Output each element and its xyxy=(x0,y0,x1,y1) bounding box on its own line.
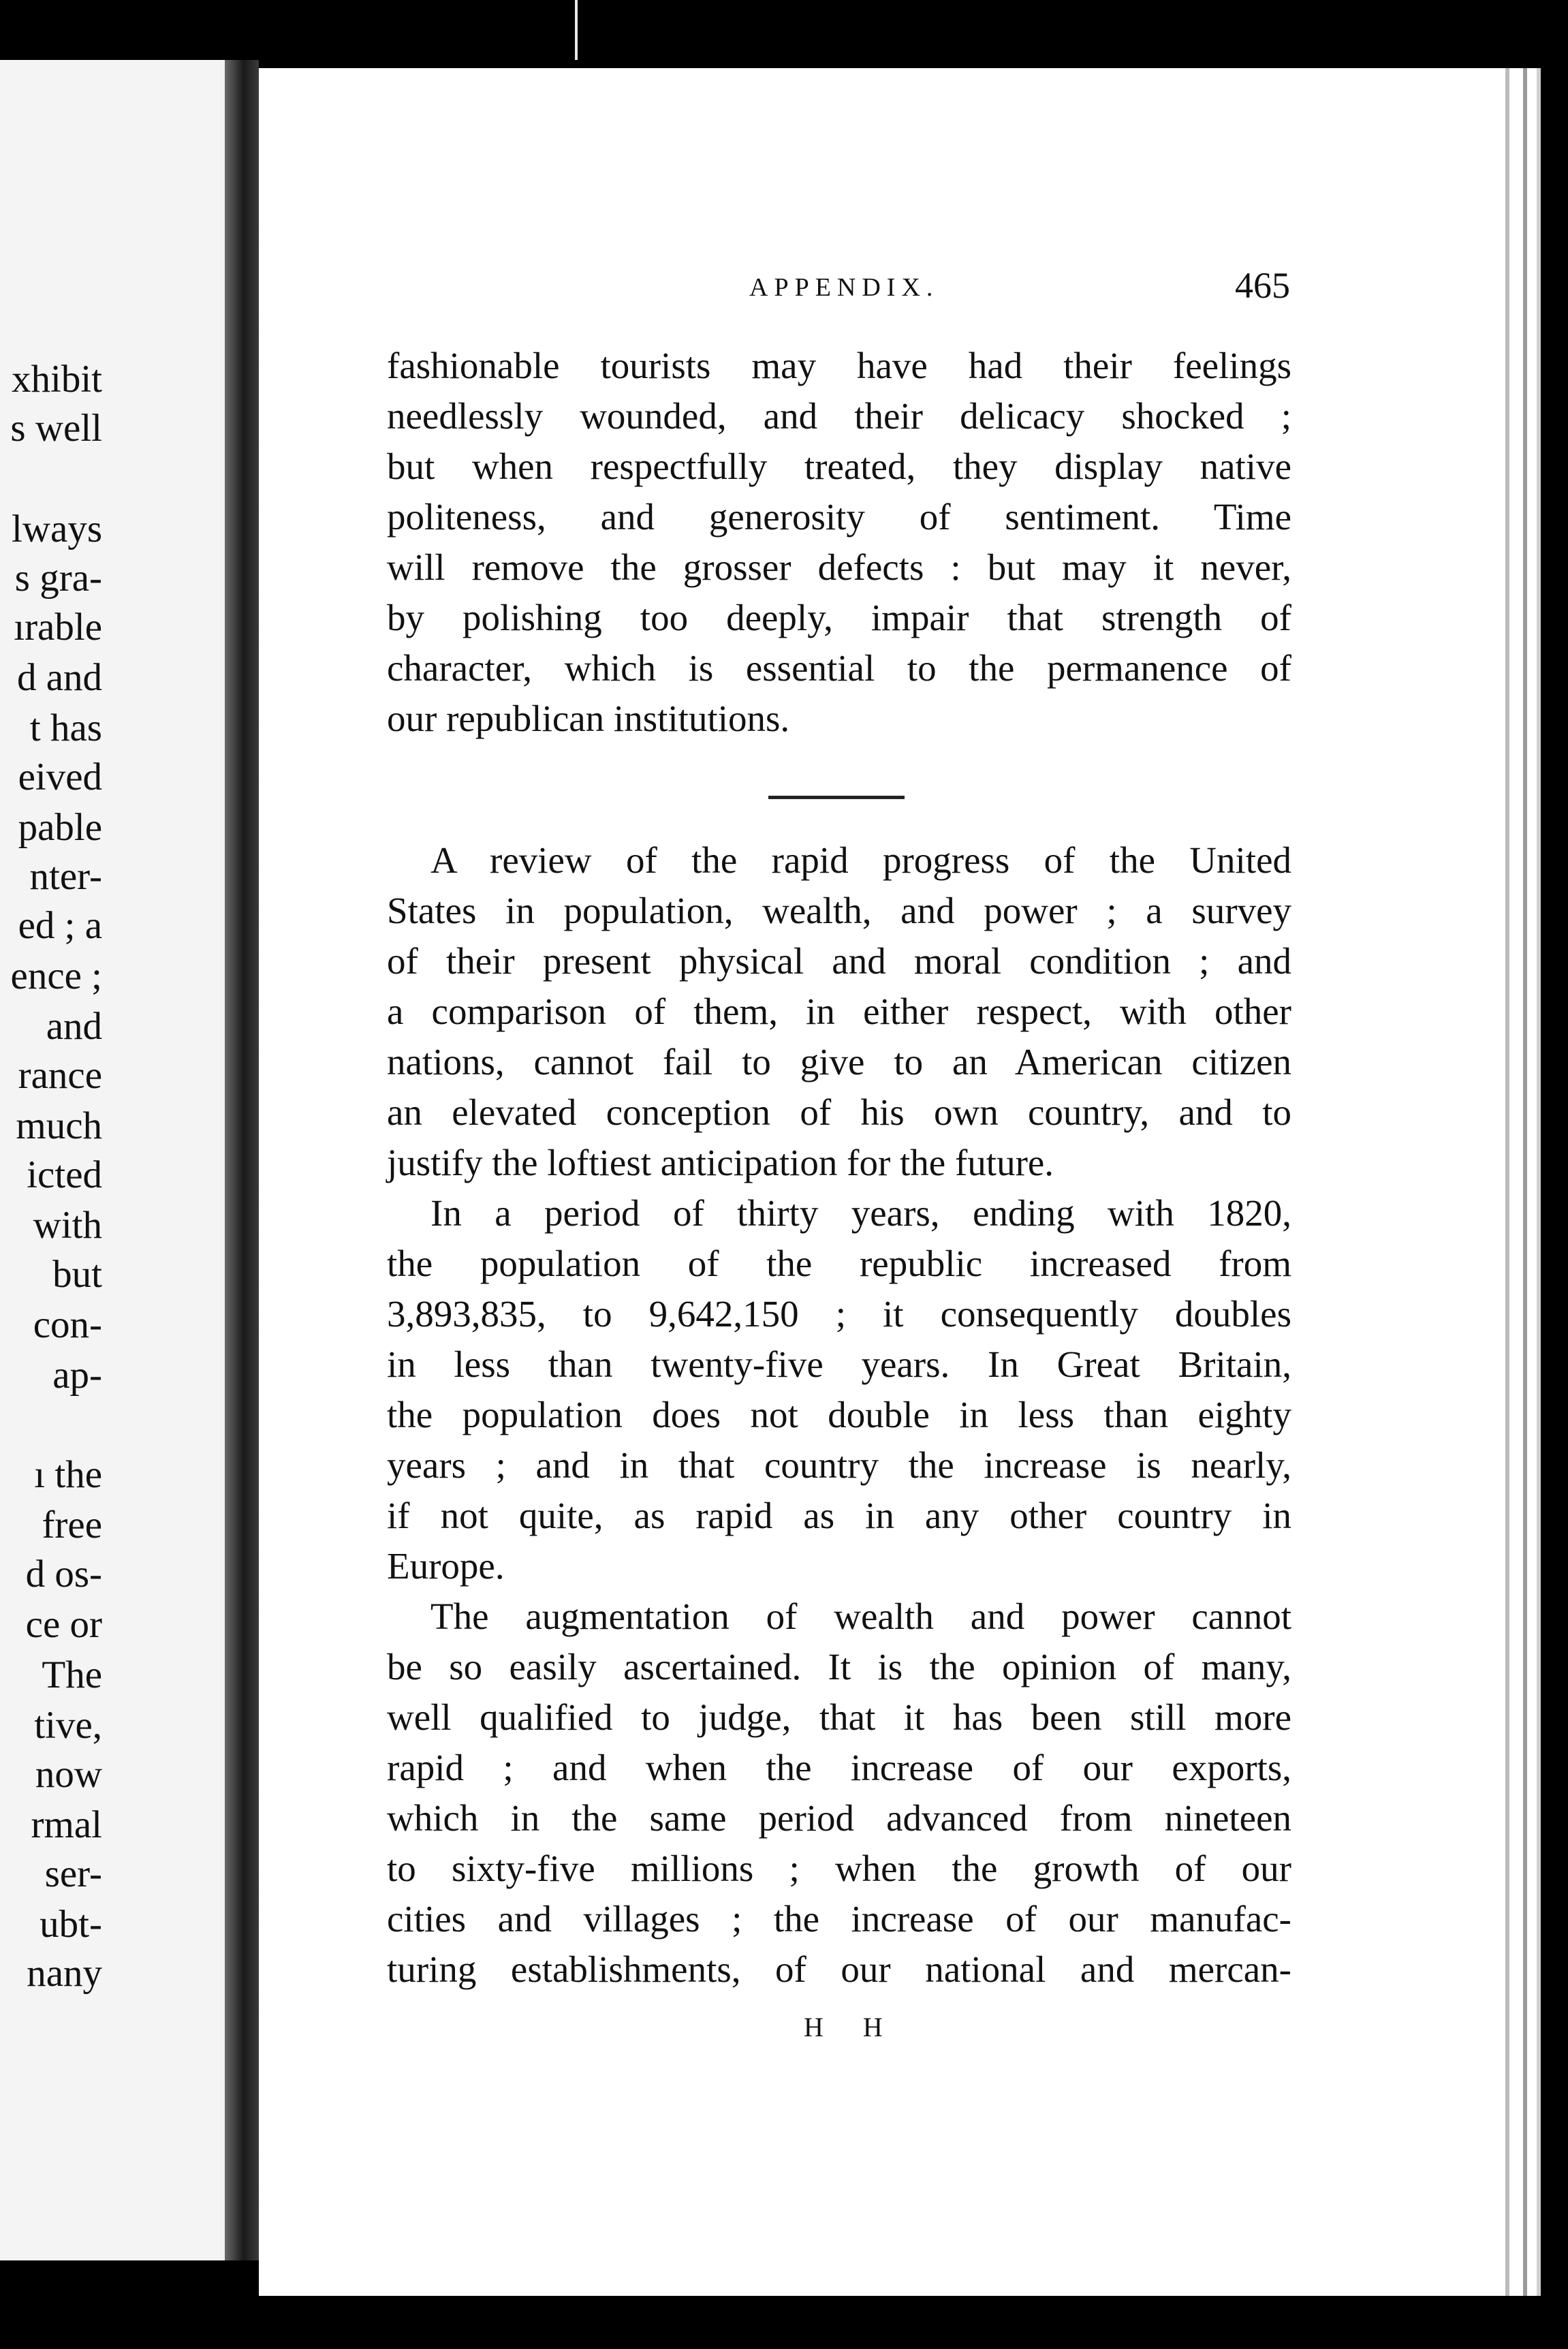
left-page-line: xhibit xyxy=(11,358,102,401)
left-page-line: tive, xyxy=(34,1704,102,1747)
left-page-line: t has xyxy=(29,706,102,749)
left-page-line: now xyxy=(35,1753,102,1796)
left-page-line: eived xyxy=(18,756,102,798)
text-line: justify the loftiest anticipation for the future. xyxy=(387,1142,1054,1183)
text-line: A review of the rapid progress of the United xyxy=(430,839,1291,881)
page-edge xyxy=(1505,68,1509,2296)
text-line: cities and villages ; the increase of our manufac- xyxy=(387,1898,1291,1940)
text-line: our republican institutions. xyxy=(387,698,790,739)
left-page-line: ed ; a xyxy=(18,904,102,947)
text-line: needlessly wounded, and their delicacy shocked ; xyxy=(387,395,1291,437)
running-header: APPENDIX. xyxy=(749,273,939,302)
text-line: which in the same period advanced from nineteen xyxy=(387,1797,1291,1839)
text-line: The augmentation of wealth and power cannot xyxy=(430,1596,1291,1637)
text-line: a comparison of them, in either respect, with other xyxy=(387,991,1291,1032)
paragraph-3 xyxy=(387,1188,1291,1591)
text-line: In a period of thirty years, ending with 1820, xyxy=(430,1192,1291,1234)
text-line: an elevated conception of his own country, and to xyxy=(387,1091,1291,1133)
left-page-line: con- xyxy=(33,1303,102,1346)
left-page-line: ap- xyxy=(52,1354,102,1397)
left-page-line: d os- xyxy=(25,1553,102,1596)
text-line: 3,893,835, to 9,642,150 ; it consequently doubles xyxy=(387,1293,1291,1335)
left-page-line: ubt- xyxy=(40,1903,102,1946)
text-line: politeness, and generosity of sentiment. Time xyxy=(387,496,1291,538)
left-page-line: s well xyxy=(10,407,102,450)
book-gutter xyxy=(225,60,259,2260)
text-line: of their present physical and moral condition ; and xyxy=(387,940,1291,982)
paragraph-2 xyxy=(387,835,1291,1188)
text-line: years ; and in that country the increase is nearly, xyxy=(387,1444,1291,1486)
left-page-line: s gra- xyxy=(14,557,102,600)
left-page-line: icted xyxy=(27,1153,102,1196)
page-number: 465 xyxy=(1235,265,1290,306)
left-page-line: and xyxy=(46,1005,102,1048)
left-page-line: much xyxy=(16,1104,102,1147)
text-line: the population does not double in less than eighty xyxy=(387,1394,1291,1435)
left-page-line: The xyxy=(42,1653,102,1696)
left-page-line: ence ; xyxy=(10,954,102,997)
text-line: the population of the republic increased from xyxy=(387,1243,1291,1284)
section-divider xyxy=(768,796,905,799)
left-page-line: rmal xyxy=(31,1803,102,1846)
paragraph-1 xyxy=(387,341,1291,744)
text-line: fashionable tourists may have had their feelings xyxy=(387,345,1291,386)
left-page-line: lways xyxy=(12,508,102,550)
text-line: to sixty-five millions ; when the growth of our xyxy=(387,1848,1291,1889)
left-page-line: ser- xyxy=(44,1852,102,1895)
paragraph-4 xyxy=(387,1591,1291,1995)
left-page-line: nany xyxy=(27,1952,102,1995)
text-line: Europe. xyxy=(387,1545,505,1587)
text-line: turing establishments, of our national and mercan- xyxy=(387,1948,1291,1990)
text-line: be so easily ascertained. It is the opinion of many, xyxy=(387,1646,1291,1687)
text-line: by polishing too deeply, impair that strength of xyxy=(387,597,1291,638)
left-page-line: ı the xyxy=(34,1453,102,1496)
page-edge xyxy=(1537,68,1541,2296)
left-page-line: with xyxy=(33,1204,102,1247)
left-page-line: nter- xyxy=(29,855,102,898)
text-line: rapid ; and when the increase of our exports, xyxy=(387,1747,1291,1788)
text-line: will remove the grosser defects : but may it never, xyxy=(387,546,1291,588)
text-line: if not quite, as rapid as in any other country in xyxy=(387,1495,1291,1536)
text-line: but when respectfully treated, they display native xyxy=(387,446,1291,487)
left-page-line: free xyxy=(42,1504,102,1546)
spine-mark xyxy=(575,0,578,60)
signature-mark: H H xyxy=(804,2012,899,2042)
left-page-line: ırable xyxy=(14,606,102,649)
left-page-line: but xyxy=(52,1253,102,1296)
text-line: States in population, wealth, and power ; a survey xyxy=(387,890,1291,931)
left-page-line: pable xyxy=(18,806,102,849)
text-line: character, which is essential to the permanence of xyxy=(387,647,1291,689)
left-page-line: d and xyxy=(16,656,102,699)
left-page-line: ce or xyxy=(25,1603,102,1646)
text-line: in less than twenty-five years. In Great Britain, xyxy=(387,1343,1291,1385)
left-page-line: rance xyxy=(18,1054,102,1097)
text-line: well qualified to judge, that it has been still more xyxy=(387,1696,1291,1738)
text-line: nations, cannot fail to give to an American citizen xyxy=(387,1041,1291,1083)
page-edge xyxy=(1523,68,1527,2296)
